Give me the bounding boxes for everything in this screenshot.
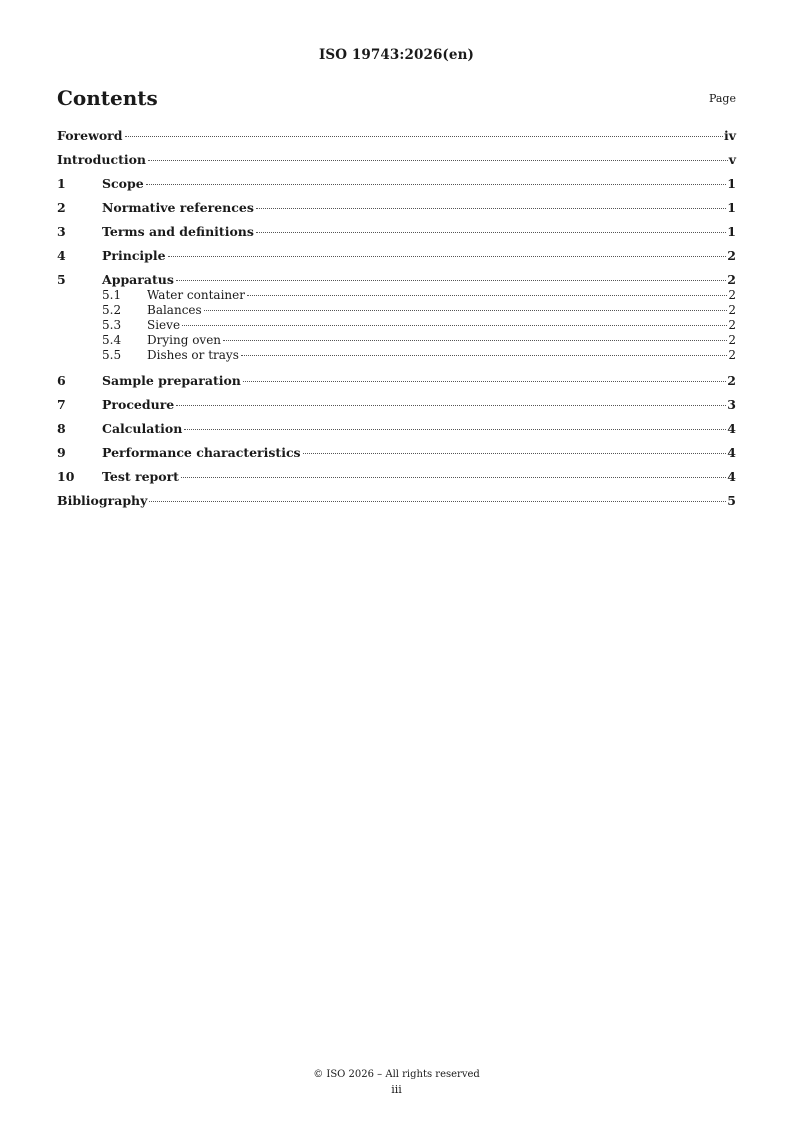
dot-leader: [125, 136, 723, 137]
toc-entry-number: 5.5: [102, 348, 122, 362]
dot-leader: [176, 280, 726, 281]
toc-entry-number: 5: [57, 272, 66, 287]
toc-entry-number: 1: [57, 176, 66, 191]
toc-entry-page: 1: [727, 224, 736, 239]
toc-entry-label: Dishes or trays: [147, 348, 239, 362]
toc-entry-page: 4: [727, 445, 736, 460]
page-number: iii: [391, 1083, 402, 1096]
toc-entry-page: 2: [728, 303, 736, 317]
dot-leader: [184, 429, 726, 430]
toc-entry-number: 4: [57, 248, 66, 263]
toc-entry-clause-3[interactable]: [57, 224, 736, 240]
dot-leader: [204, 310, 728, 311]
toc-entry-page: iv: [723, 128, 736, 143]
toc-entry-number: 5.2: [102, 303, 122, 317]
page-column-label: Page: [708, 92, 736, 105]
toc-entry-page: 4: [727, 421, 736, 436]
toc-entry-number: 5.3: [102, 318, 122, 332]
toc-entry-foreword[interactable]: [57, 128, 736, 144]
toc-entry-label: Water container: [147, 288, 245, 302]
toc-entry-number: 5.1: [102, 288, 122, 302]
copyright-notice: © ISO 2026 – All rights reserved: [313, 1069, 480, 1080]
dot-leader: [176, 405, 726, 406]
toc-entry-page: v: [728, 152, 736, 167]
toc-entry-label: Test report: [102, 469, 179, 484]
toc-entry-number: 9: [57, 445, 66, 460]
dot-leader: [303, 453, 727, 454]
toc-entry-page: 1: [727, 200, 736, 215]
toc-entry-page: 3: [727, 397, 736, 412]
toc-entry-label: Terms and definitions: [102, 224, 254, 239]
dot-leader: [181, 477, 726, 478]
toc-subentry-5-4[interactable]: [102, 334, 736, 347]
toc-entry-label: Foreword: [57, 128, 123, 143]
toc-entry-label: Normative references: [102, 200, 254, 215]
dot-leader: [247, 295, 727, 296]
toc-entry-page: 1: [727, 176, 736, 191]
toc-entry-page: 2: [727, 248, 736, 263]
toc-entry-number: 3: [57, 224, 66, 239]
toc-entry-label: Sample preparation: [102, 373, 241, 388]
page-title: Contents: [57, 86, 158, 110]
dot-leader: [256, 232, 726, 233]
page-footer: [0, 1067, 793, 1097]
toc-entry-clause-5[interactable]: [57, 272, 736, 288]
toc-subentry-5-2[interactable]: [102, 304, 736, 317]
dot-leader: [256, 208, 726, 209]
toc-entry-label: Introduction: [57, 152, 147, 167]
toc-entry-label: Performance characteristics: [102, 445, 301, 460]
toc-entry-label: Principle: [102, 248, 166, 263]
toc-entry-label: Procedure: [102, 397, 175, 412]
dot-leader: [149, 501, 726, 502]
toc-entry-number: 2: [57, 200, 66, 215]
toc-entry-label: Bibliography: [57, 493, 148, 508]
dot-leader: [223, 340, 727, 341]
toc-entry-clause-2[interactable]: [57, 200, 736, 216]
toc-subentry-5-3[interactable]: [102, 319, 736, 332]
toc-entry-clause-10[interactable]: [57, 469, 736, 485]
toc-entry-number: 8: [57, 421, 66, 436]
toc-entry-page: 2: [727, 272, 736, 287]
toc-entry-clause-1[interactable]: [57, 176, 736, 192]
toc-entry-page: 4: [727, 469, 736, 484]
toc-entry-label: Calculation: [102, 421, 183, 436]
toc-entry-introduction[interactable]: [57, 152, 736, 168]
toc-entry-page: 2: [728, 288, 736, 302]
toc-entry-clause-9[interactable]: [57, 445, 736, 461]
toc-subentry-5-5[interactable]: [102, 349, 736, 362]
dot-leader: [243, 381, 726, 382]
dot-leader: [168, 256, 727, 257]
toc-entry-number: 10: [57, 469, 75, 484]
toc-entry-label: Sieve: [147, 318, 181, 332]
toc-entry-number: 7: [57, 397, 66, 412]
toc-entry-page: 5: [727, 493, 736, 508]
toc-entry-label: Apparatus: [102, 272, 174, 287]
toc-entry-clause-4[interactable]: [57, 248, 736, 264]
dot-leader: [146, 184, 727, 185]
toc-entry-label: Scope: [102, 176, 144, 191]
dot-leader: [148, 160, 728, 161]
toc-entry-page: 2: [727, 373, 736, 388]
toc-entry-bibliography[interactable]: [57, 493, 736, 509]
title-row: [57, 86, 736, 110]
toc-entry-clause-7[interactable]: [57, 397, 736, 413]
toc-entry-number: 6: [57, 373, 66, 388]
dot-leader: [182, 325, 727, 326]
document-header: ISO 19743:2026(en): [318, 47, 475, 63]
toc-entry-clause-8[interactable]: [57, 421, 736, 437]
toc-entry-clause-6[interactable]: [57, 373, 736, 389]
toc-entry-label: Drying oven: [147, 333, 222, 347]
toc-subentry-5-1[interactable]: [102, 289, 736, 302]
toc-entry-number: 5.4: [102, 333, 122, 347]
toc-entry-page: 2: [728, 318, 736, 332]
toc-entry-label: Balances: [147, 303, 202, 317]
toc-entry-page: 2: [728, 348, 736, 362]
toc-entry-page: 2: [728, 333, 736, 347]
dot-leader: [241, 355, 728, 356]
